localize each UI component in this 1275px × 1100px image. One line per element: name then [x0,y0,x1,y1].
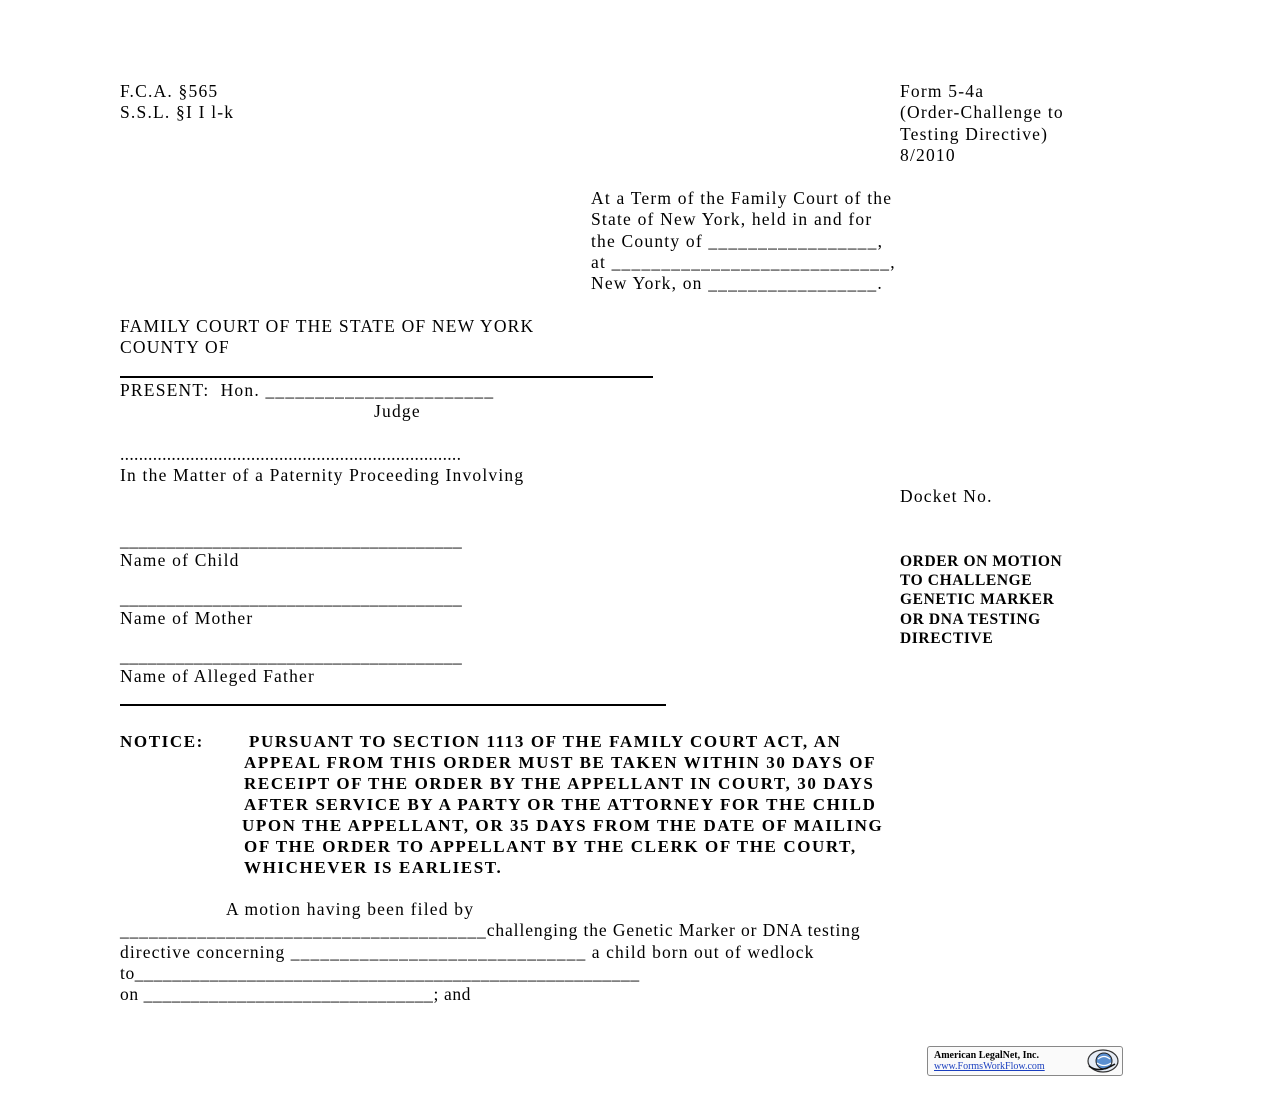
vendor-badge[interactable] [927,1046,1123,1076]
order-title-line: ORDER ON MOTION [900,553,1063,570]
term-line: at ____________________________, [591,252,896,272]
caption-rule-bottom [120,704,666,706]
court-name: FAMILY COURT OF THE STATE OF NEW YORK [120,316,535,336]
form-description-2: Testing Directive) [900,124,1049,144]
mother-name-label: Name of Mother [120,608,254,628]
term-line: the County of _________________, [591,231,884,251]
child-name-label: Name of Child [120,550,240,570]
statute-fca: F.C.A. §565 [120,81,219,101]
matter-caption: In the Matter of a Paternity Proceeding Involving [120,465,525,485]
dotted-separator: ......................................................................... [120,444,462,464]
child-name-blank: _____________________________________ [120,530,463,550]
notice-line: UPON THE APPELLANT, OR 35 DAYS FROM THE DATE OF MAILING [242,816,884,835]
form-description-1: (Order-Challenge to [900,102,1064,122]
county-label: COUNTY OF [120,337,230,357]
order-title-line: DIRECTIVE [900,630,994,647]
body-line: to______________________________________________________ [120,963,640,983]
vendor-name: American LegalNet, Inc. [934,1050,1039,1061]
caption-rule-top [120,376,653,378]
body-line: A motion having been filed by [226,899,475,919]
vendor-link[interactable]: www.FormsWorkFlow.com [934,1061,1045,1072]
form-date: 8/2010 [900,145,956,165]
order-title-line: OR DNA TESTING [900,611,1041,628]
notice-line: APPEAL FROM THIS ORDER MUST BE TAKEN WITHIN 30 DAYS OF [244,753,877,772]
term-line: New York, on _________________. [591,273,883,293]
notice-line: PURSUANT TO SECTION 1113 OF THE FAMILY COURT ACT, AN [249,732,842,751]
docket-number-label: Docket No. [900,486,993,506]
notice-line: OF THE ORDER TO APPELLANT BY THE CLERK OF THE COURT, [244,837,857,856]
body-line: on _______________________________; and [120,984,472,1004]
term-line: At a Term of the Family Court of the [591,188,893,208]
order-title-line: TO CHALLENGE [900,572,1033,589]
order-title-line: GENETIC MARKER [900,591,1055,608]
notice-line: RECEIPT OF THE ORDER BY THE APPELLANT IN COURT, 30 DAYS [244,774,875,793]
judge-label: Judge [374,401,421,421]
notice-line: AFTER SERVICE BY A PARTY OR THE ATTORNEY FOR THE CHILD [244,795,877,814]
term-line: State of New York, held in and for [591,209,873,229]
globe-logo-icon [1085,1048,1119,1074]
notice-label: NOTICE: [120,732,204,751]
form-number: Form 5-4a [900,81,985,101]
father-name-label: Name of Alleged Father [120,666,316,686]
father-name-blank: _____________________________________ [120,646,463,666]
present-judge-line: PRESENT: Hon. _______________________ [120,380,495,400]
statute-ssl: S.S.L. §I I l-k [120,102,235,122]
body-line: directive concerning ______________________________ a child born out of wedlock [120,942,815,962]
mother-name-blank: _____________________________________ [120,588,463,608]
body-line: ______________________________________challenging the Genetic Marker or DNA testing [120,920,861,940]
notice-line: WHICHEVER IS EARLIEST. [244,858,503,877]
